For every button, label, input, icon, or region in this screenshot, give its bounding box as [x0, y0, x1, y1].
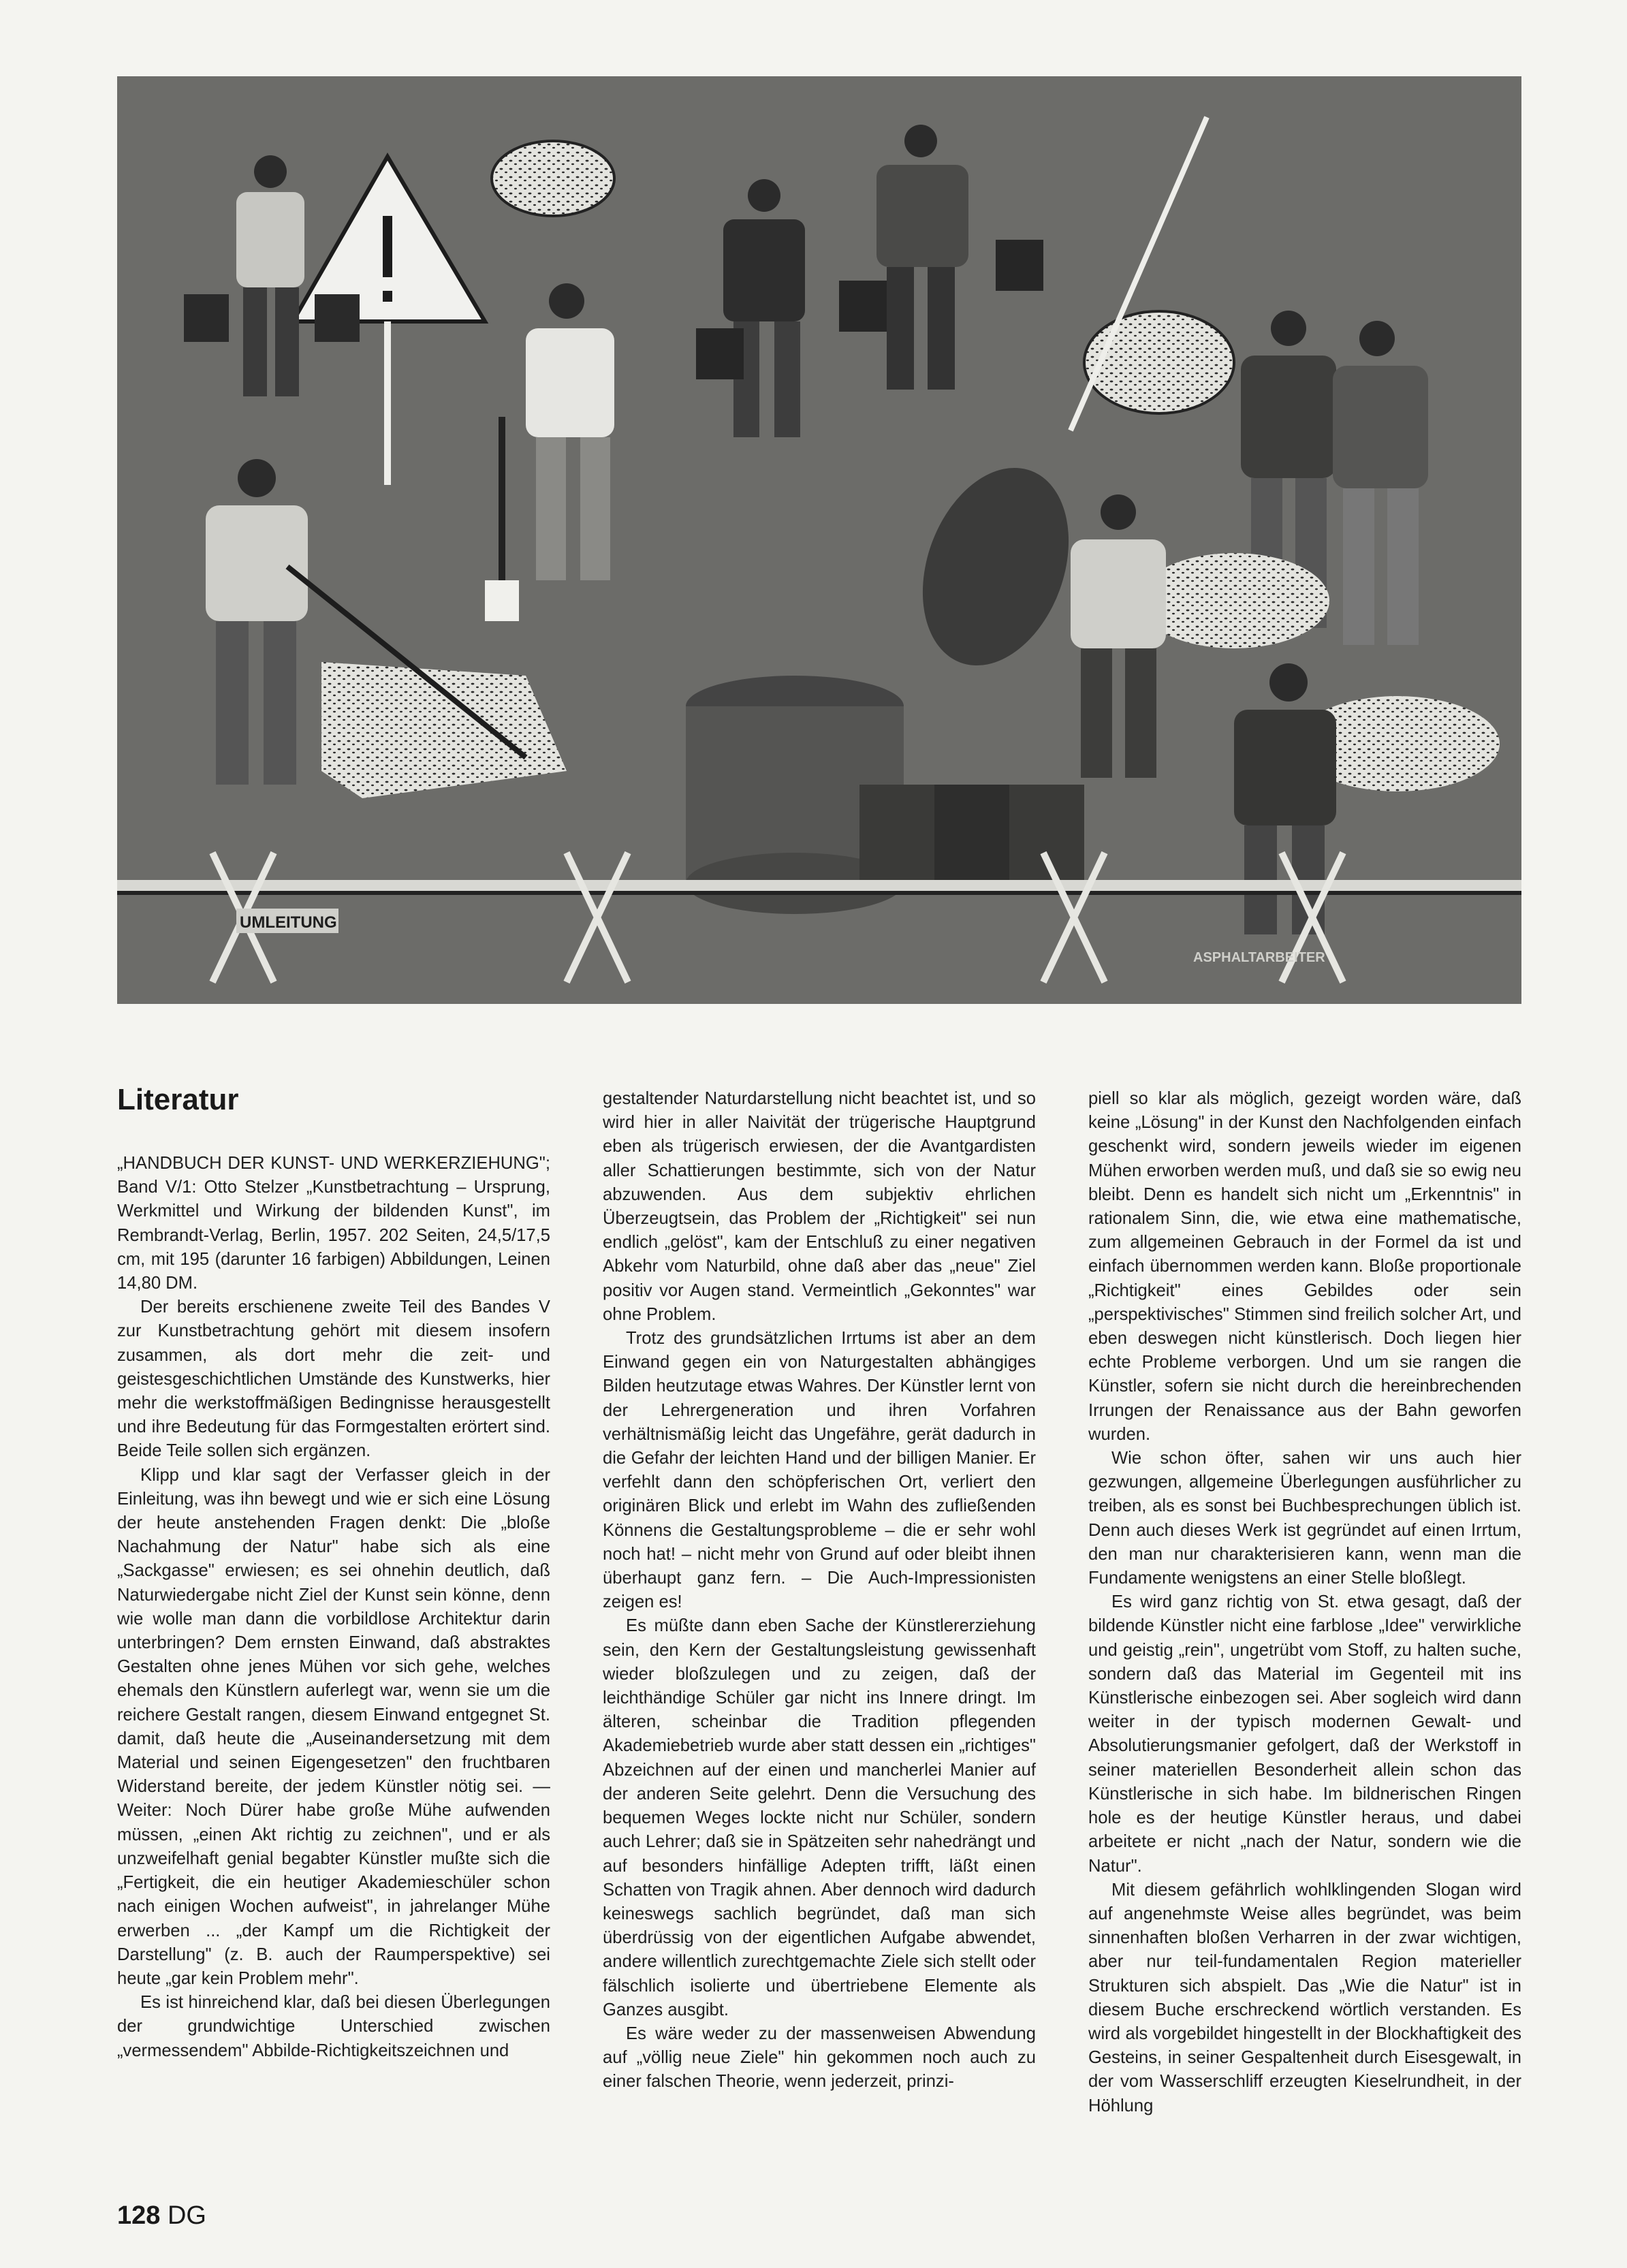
paragraph: piell so klar als möglich, gezeigt worden wäre, daß keine „Lösung" in der Kunst den Nachfolgenden einfach geschenkt wird, sondern jeweils wieder im eigenen Mühen erworben werden muß, und daß sie so ewig neu bleibt. Denn es handelt sich nicht um „Erkenntnis" in rationalem Sinn, die, wie etwa eine mathematische, zum allgemeinen Gebrauch in der Formel da ist und einfach übernommen werden kann. Bloße proportionale „Richtigkeit" eines Gebildes oder sein „perspektivisches" Stimmen sind freilich solcher Art, und eben deswegen nicht künstlerisch. Doch liegen hier echte Probleme verborgen. Und um sie rangen die Künstler, sofern sie nicht durch die hereinbrechenden Irrungen der Renaissance aus der Bahn geworfen wurden. [1088, 1089, 1521, 1444]
paragraph: gestaltender Naturdarstellung nicht beachtet ist, und so wird hier in aller Naivität der trügerische Hauptgrund eben als trügerisch erwiesen, der die Avantgardisten aller Schattierungen bestimmte, sich von der Natur abzuwenden. Aus dem subjektiv ehrlichen Überzeugtsein, das Problem der „Richtigkeit" sei nun endlich „gelöst", kam der Entschluß zu einer negativen Abkehr vom Naturbild, ohne daß aber das „neue" Ziel positiv vor Augen stand. Vermeintlich „Gekonntes" war ohne Problem. [603, 1089, 1036, 1324]
artwork-asphalt-workers [117, 76, 1521, 1004]
journal-abbreviation: DG [167, 2201, 206, 2230]
paragraph: Es wird ganz richtig von St. etwa gesagt, daß der bildende Künstler nicht eine farblose „Idee" verwirkliche und geistig „rein", ungetrübt vom Stoff, zu halten suche, sondern daß das Material im Gegenteil mit ins Künstlerische einbezogen sei. Aber sogleich wird dann weiter in der typisch modernen Gewalt- und Absolutierungsmanier gefolgert, daß der Werkstoff in seiner materiellen Besonderheit allein schon das Künstlerische in sich habe. Im bildnerischen Ringen hole es der heutige Künstler heraus, und dabei arbeitete er nicht „nach der Natur, sondern wie die Natur". [1088, 1592, 1521, 1876]
tar-pot [859, 785, 934, 887]
tar-pot [934, 785, 1009, 887]
paragraph: Der bereits erschienene zweite Teil des Bandes V zur Kunstbetrachtung gehört mit diesem insofern zusammen, als dort mehr die zeit- und geistesgeschichtlichen Umstände des Kunstwerks, hier mehr die werkstoffmäßigen Bedingnisse herausgestellt und ihre Bedeutung für das Formgestalten erörtert sind. Beide Teile sollen sich ergänzen. [117, 1297, 550, 1461]
column-1 [117, 1152, 550, 2063]
artwork-signature: ASPHALTARBEITER [1193, 950, 1325, 965]
page-footer [117, 2201, 206, 2231]
detour-sign-text: UMLEITUNG [240, 913, 337, 932]
tar-pot [1009, 785, 1084, 887]
paragraph: Mit diesem gefährlich wohlklingenden Slogan wird auf angenehmste Weise alles begründet, was beim sinnenhaften bloßen Verharren in der zwar wichtigen, aber nur teil-fundamentalen Region materieller Strukturen sich abspielt. Das „Wie die Natur" ist in diesem Buche erschreckend wörtlich verstanden. Es wird als vorgebildet hingestellt in der Blockhaftigkeit des Gesteins, in seiner Gespaltenheit durch Eisesgewalt, in der vom Wasserschliff erzeugten Kieselrundheit, in der Höhlung [1088, 1880, 1521, 2115]
column-2 [603, 1087, 1036, 2094]
paragraph: Trotz des grundsätzlichen Irrtums ist aber an dem Einwand gegen ein von Naturgestalten abhängiges Bilden heutzutage etwas Wahres. Der Künstler lernt von der Lehrergeneration und ihren Vorfahren verhältnismäßig leicht das Ungefähre, gerät dadurch in die Gefahr der leichten Hand und der billigen Manier. Er verfehlt dann den schöpferischen Ort, verliert den originären Blick und erlebt im Wahn des zufließenden Könnens die Gestaltungsprobleme – die er sehr wohl noch hat! – nicht mehr von Grund auf oder bleibt ihnen überhaupt ganz fern. – Die Auch-Impressionisten zeigen es! [603, 1329, 1036, 1612]
section-heading: Literatur [117, 1083, 239, 1116]
gravel-heap [492, 141, 614, 216]
paragraph: Es ist hinreichend klar, daß bei diesen Überlegungen der grundwichtige Unterschied zwischen „vermessendem" Abbilde-Richtigkeitszeichnen und [117, 1993, 550, 2060]
paragraph: „HANDBUCH DER KUNST- UND WERKERZIEHUNG"; Band V/1: Otto Stelzer „Kunstbetrachtung – Ursprung, Werkmittel und Wirkung der bildenden Kunst", im Rembrandt-Verlag, Berlin, 1957. 202 Seiten, 24,5/17,5 cm, mit 195 (darunter 16 farbigen) Abbildungen, Leinen 14,80 DM. [117, 1154, 550, 1293]
column-3 [1088, 1087, 1521, 2118]
article-columns [117, 1087, 1521, 2115]
page-number: 128 [117, 2201, 161, 2230]
gravel-heap [1139, 553, 1329, 648]
barrier-rail [117, 880, 1521, 891]
paragraph: Es wäre weder zu der massenweisen Abwendung auf „völlig neue Ziele" hin gekommen noch auch zu einer falschen Theorie, wenn jederzeit, prinzi- [603, 2023, 1036, 2092]
paragraph: Wie schon öfter, sahen wir uns auch hier gezwungen, allgemeine Überlegungen ausführlicher zu treiben, als es sonst bei Buchbesprechungen üblich ist. Denn auch dieses Werk ist gegründet auf einen Irrtum, den man nur charakterisieren kann, wenn man die Fundamente wenigstens an einer Stelle bloßlegt. [1088, 1449, 1521, 1588]
gravel-sieve [1084, 311, 1234, 413]
paragraph: Es müßte dann eben Sache der Künstlererziehung sein, den Kern der Gestaltungsleistung gewissenhaft wieder bloßzulegen und zu zeigen, daß der leichthändige Schüler gar nicht ins Innere dringt. Im älteren, scheinbar die Tradition pflegenden Akademiebetrieb wurde aber statt dessen ein „richtiges" Abzeichnen auf der einen und mancherlei Manier auf der anderen Seite gelehrt. Denn die Versuchung des bequemen Weges lockte nicht nur Schüler, sondern auch Lehrer; daß sie in Spätzeiten sehr nahedrängt und auf besonders hinfällige Adepten trifft, läßt einen Schatten von Tragik ahnen. Aber dennoch wird dadurch keineswegs sachlich begründet, daß man sich überdrüssig von der eigentlichen Aufgabe abwendet, andere willentlich zurechtgemachte Ziele sich stellt oder fälschlich isolierte und übertriebene Elemente als Ganzes ausgibt. [603, 1616, 1036, 2019]
paragraph: Klipp und klar sagt der Verfasser gleich in der Einleitung, was ihn bewegt und wie er sich eine Lösung der heute anstehenden Fragen denkt: Die „bloße Nachahmung der Natur" habe sich als eine „Sackgasse" erwiesen; es sei ohnehin deutlich, daß Naturwiedergabe nicht Ziel der Kunst sein könne, denn wie wolle man dann die vorbildlose Architektur darin unterbringen? Dem ernsten Einwand, daß abstraktes Gestalten ohne jenes Mühen vor sich gehe, welches ehemals den Künstlern auferlegt war, wenn sie um die reichere Gestalt rangen, diesem Einwand entgegnet St. damit, daß heute die „Auseinandersetzung mit dem Material und seinen Eigengesetzen" den fruchtbaren Widerstand bereite, der jedem Künstler nötig sei. — Weiter: Noch Dürer habe große Mühe aufwenden müssen, „einen Akt richtig zu zeichnen", und er als unzweifelhaft genial begabter Künstler mußte sich die „Fertigkeit, die ein heutiger Akademieschüler schon nach einigen Wochen aufweist", in jahrelanger Mühe erwerben ... „der Kampf um die Richtigkeit der Darstellung" (z. B. auch der Raumperspektive) sei heute „gar kein Problem mehr". [117, 1465, 550, 1988]
